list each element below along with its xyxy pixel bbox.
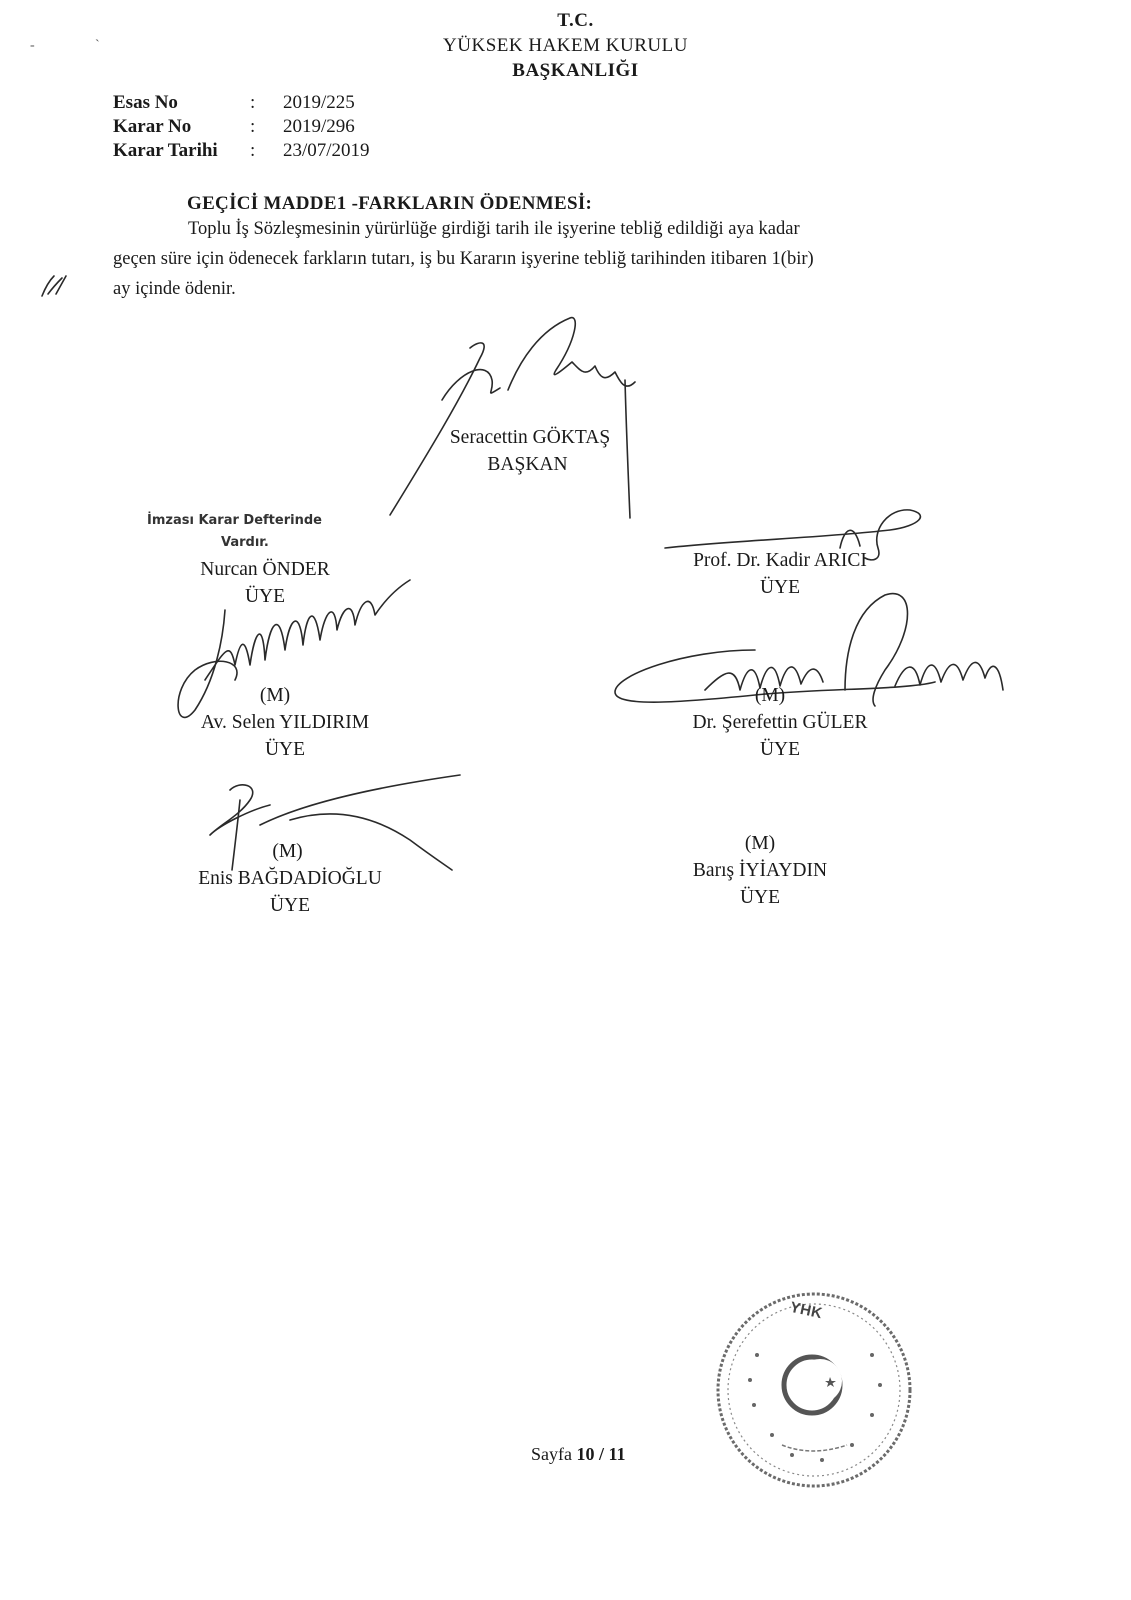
- esas-no-value: 2019/225: [283, 92, 355, 113]
- nurcan-onder-name: Nurcan ÖNDER: [200, 559, 330, 580]
- page-number: [531, 1444, 626, 1465]
- case-info-row-esas: [113, 92, 513, 117]
- esas-no-colon: :: [250, 92, 256, 113]
- chairman-name: Seracettin GÖKTAŞ: [449, 427, 611, 448]
- baris-iyiaydin-name: Barış İYİAYDIN: [692, 860, 828, 881]
- karar-no-value: 2019/296: [283, 116, 355, 137]
- serefettin-guler-name: Dr. Şerefettin GÜLER: [692, 712, 868, 733]
- article-line-3: ay içinde ödenir.: [113, 279, 236, 299]
- case-info: [113, 92, 513, 172]
- karar-no-label: Karar No: [113, 116, 192, 137]
- chairman-block: [430, 424, 630, 478]
- seal-lettering: YHK: [788, 1298, 824, 1323]
- case-info-row-tarih: [113, 140, 513, 165]
- page-separator: /: [598, 1444, 604, 1464]
- serefettin-guler-block: [660, 682, 900, 763]
- page-label: Sayfa: [531, 1444, 572, 1464]
- selen-yildirim-role: ÜYE: [264, 739, 306, 760]
- page-current: 10: [576, 1444, 595, 1464]
- article-body: [113, 214, 965, 304]
- karar-no-colon: :: [250, 116, 256, 137]
- header-presidency: BAŞKANLIĞI: [512, 60, 639, 81]
- header-institution: YÜKSEK HAKEM KURULU: [443, 35, 688, 56]
- article-line-1: Toplu İş Sözleşmesinin yürürlüğe girdiği tarih ile işyerine tebliğ edildiği aya kadar: [188, 219, 800, 239]
- nurcan-onder-role: ÜYE: [244, 586, 286, 607]
- kadir-arici-role: ÜYE: [759, 577, 801, 598]
- kadir-arici-name: Prof. Dr. Kadir ARICI: [693, 550, 867, 571]
- baris-iyiaydin-mark: (M): [744, 833, 776, 854]
- page-total: 11: [608, 1444, 626, 1464]
- note-line-2: Vardır.: [221, 535, 269, 550]
- esas-no-label: Esas No: [113, 92, 178, 113]
- scan-speck: -: [30, 38, 35, 53]
- baris-iyiaydin-role: ÜYE: [739, 887, 781, 908]
- selen-yildirim-mark: (M): [259, 685, 291, 706]
- signature-in-register-note: [147, 510, 322, 554]
- article-title: GEÇİCİ MADDE1 -FARKLARIN ÖDENMESİ:: [187, 193, 593, 214]
- karar-tarihi-value: 23/07/2019: [283, 140, 370, 161]
- karar-tarihi-colon: :: [250, 140, 256, 161]
- case-info-row-karar: [113, 116, 513, 141]
- chairman-signature: [380, 300, 650, 530]
- baris-iyiaydin-block: [665, 830, 855, 911]
- enis-bagdadioglu-role: ÜYE: [269, 895, 311, 916]
- chairman-role: BAŞKAN: [487, 454, 568, 475]
- enis-bagdadioglu-block: [175, 838, 405, 919]
- scan-speck: `: [95, 38, 100, 53]
- margin-initials-mark: [36, 266, 76, 306]
- document-header: [0, 10, 1131, 82]
- header-tc: T.C.: [557, 10, 594, 31]
- serefettin-guler-role: ÜYE: [759, 739, 801, 760]
- enis-bagdadioglu-mark: (M): [272, 841, 303, 862]
- article-line-2: geçen süre için ödenecek farkların tutarı, iş bu Kararın işyerine tebliğ tarihinden itibaren 1(bir): [113, 249, 814, 269]
- selen-yildirim-block: [170, 682, 400, 763]
- enis-bagdadioglu-name: Enis BAĞDADİOĞLU: [198, 868, 382, 889]
- note-line-1: İmzası Karar Defterinde: [147, 513, 322, 528]
- serefettin-guler-mark: (M): [754, 685, 786, 706]
- selen-yildirim-name: Av. Selen YILDIRIM: [200, 712, 370, 733]
- karar-tarihi-label: Karar Tarihi: [113, 140, 218, 161]
